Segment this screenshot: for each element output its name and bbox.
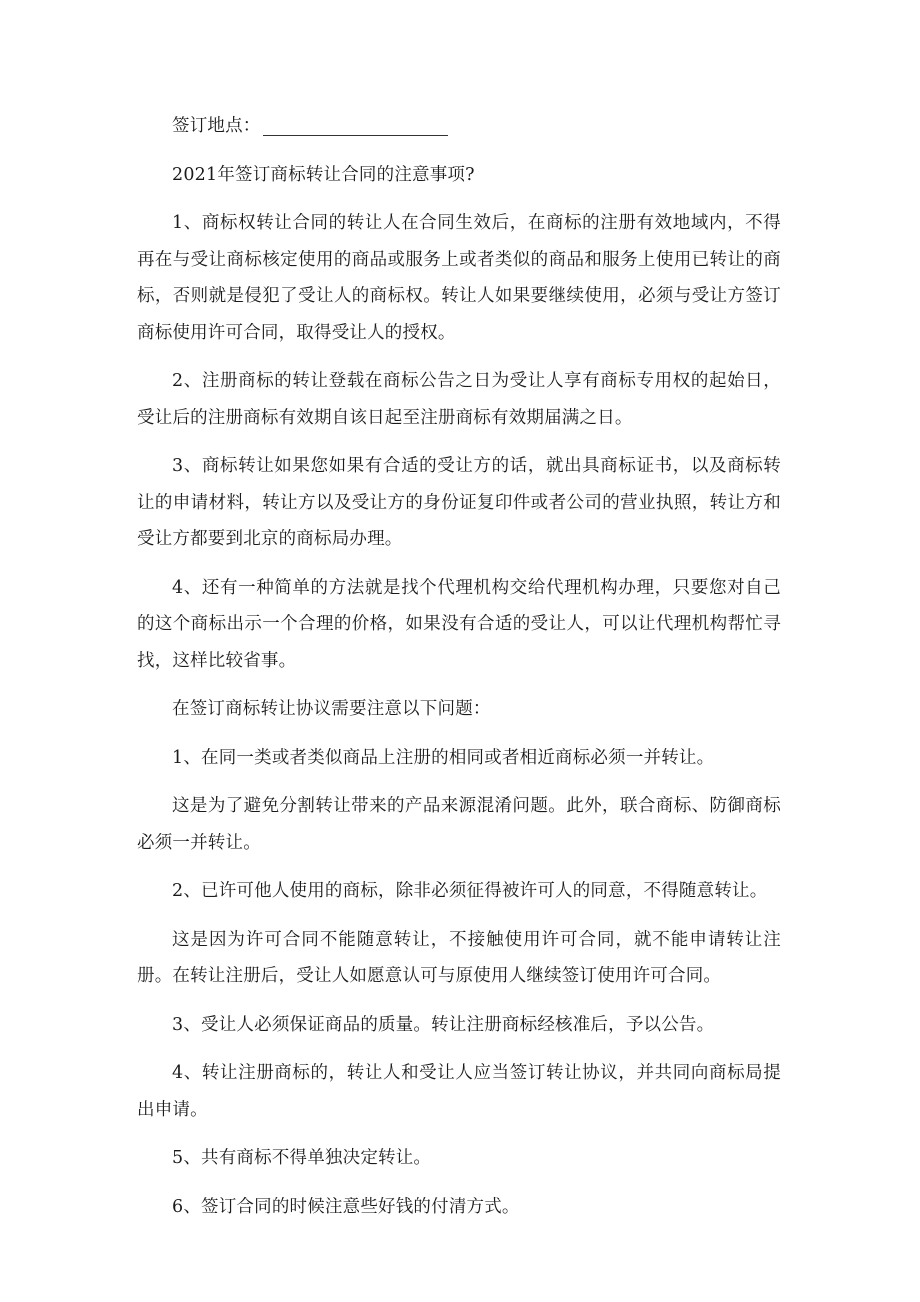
section-title: 2021年签订商标转让合同的注意事项? bbox=[172, 164, 475, 185]
paragraph: 这是为了避免分割转让带来的产品来源混淆问题。此外，联合商标、防御商标必须一并转让。 bbox=[137, 796, 781, 853]
paragraph: 3、商标转让如果您如果有合适的受让方的话，就出具商标证书，以及商标转让的申请材料，转让方以及受让方的身份证复印件或者公司的营业执照，转让方和受让方都要到北京的商标局办理。 bbox=[137, 456, 781, 549]
paragraph: 4、转让注册商标的，转让人和受让人应当签订转让协议，并共同向商标局提出申请。 bbox=[137, 1063, 781, 1120]
paragraph: 2、已许可他人使用的商标，除非必须征得被许可人的同意，不得随意转让。 bbox=[172, 881, 768, 901]
signing-place-label: 签订地点： bbox=[172, 116, 261, 136]
signing-place-line bbox=[137, 108, 781, 145]
paragraph: 1、商标权转让合同的转让人在合同生效后，在商标的注册有效地域内，不得再在与受让商标核定使用的商品或服务上或者类似的商品和服务上使用已转让的商标，否则就是侵犯了受让人的商标权。转让人如果要继续使用，必须与受让方签订商标使用许可合同，取得受让人的授权。 bbox=[137, 213, 781, 343]
paragraph: 3、受让人必须保证商品的质量。转让注册商标经核准后，予以公告。 bbox=[172, 1014, 715, 1035]
section-title: 在签订商标转让协议需要注意以下问题： bbox=[172, 699, 491, 719]
paragraph: 这是因为许可合同不能随意转让，不接触使用许可合同，就不能申请转让注册。在转让注册后，受让人如愿意认可与原使用人继续签订使用许可合同。 bbox=[137, 929, 781, 986]
paragraph: 4、还有一种简单的方法就是找个代理机构交给代理机构办理，只要您对自己的这个商标出示一个合理的价格，如果没有合适的受让人，可以让代理机构帮忙寻找，这样比较省事。 bbox=[137, 577, 781, 671]
signing-place-blank bbox=[263, 115, 448, 136]
paragraph: 6、签订合同的时候注意些好钱的付清方式。 bbox=[172, 1196, 520, 1217]
paragraph: 1、在同一类或者类似商品上注册的相同或者相近商标必须一并转让。 bbox=[172, 747, 715, 768]
document-body bbox=[137, 108, 781, 1237]
paragraph: 5、共有商标不得单独决定转让。 bbox=[172, 1148, 432, 1168]
paragraph: 2、注册商标的转让登载在商标公告之日为受让人享有商标专用权的起始日，受让后的注册商标有效期自该日起至注册商标有效期届满之日。 bbox=[137, 371, 781, 428]
